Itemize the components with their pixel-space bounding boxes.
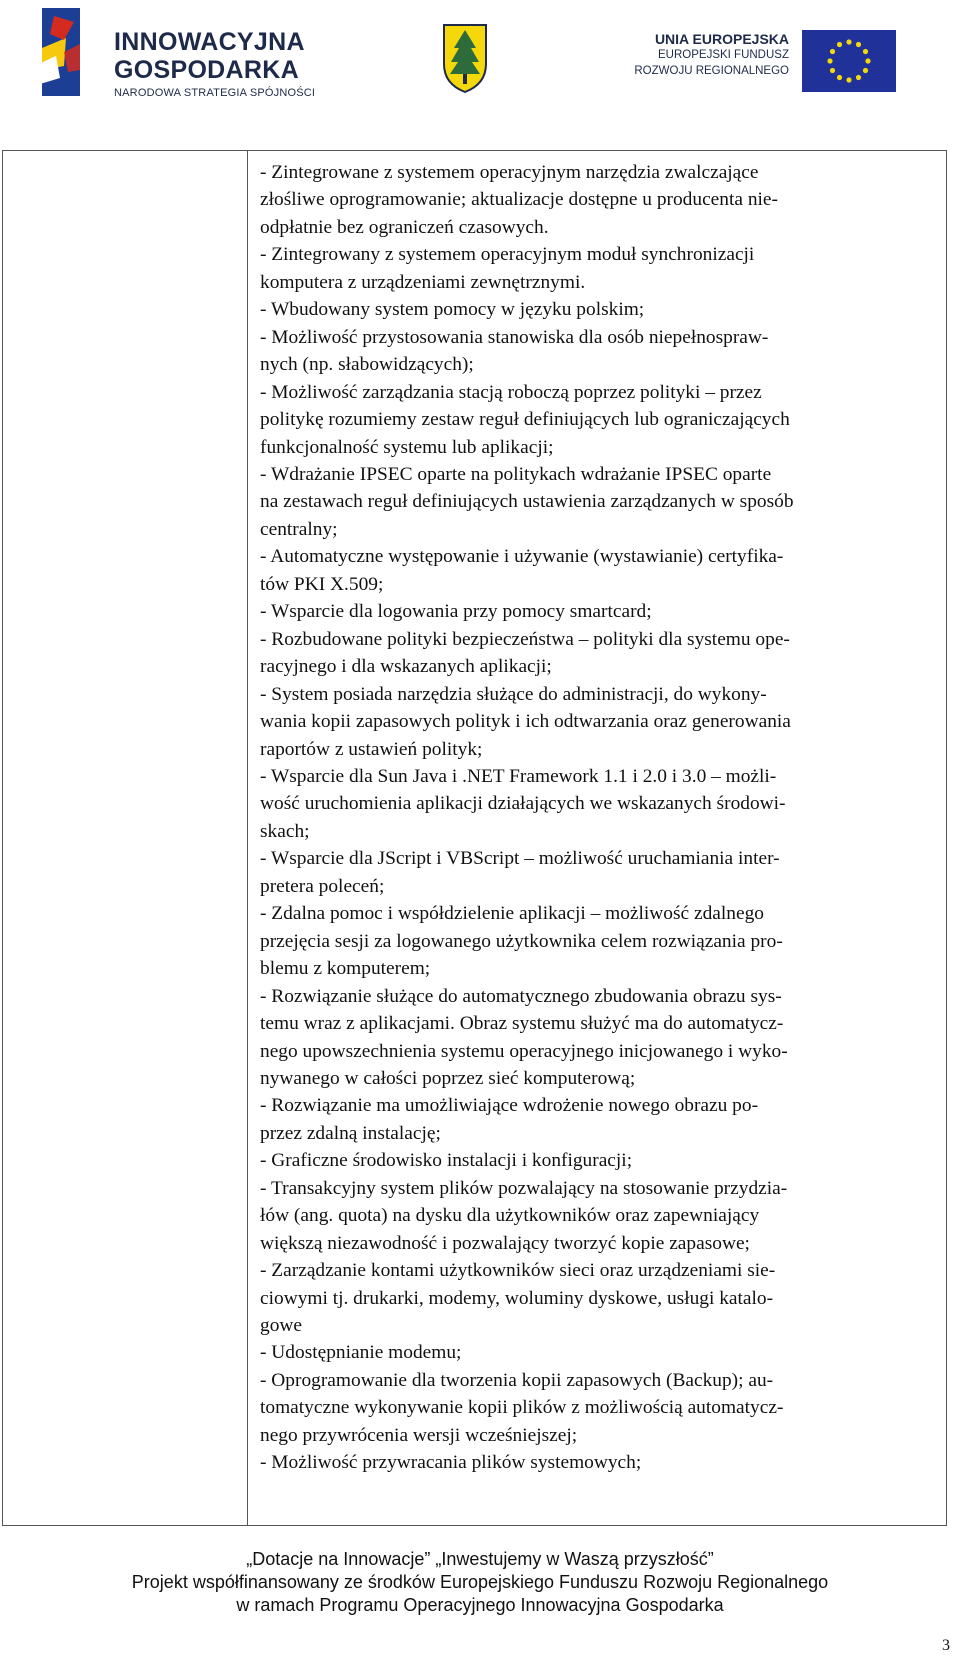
text-line: - Możliwość przywracania plików systemowych; xyxy=(260,1452,642,1474)
text-line: - Możliwość przystosowania stanowiska dla osób niepełnospraw- xyxy=(260,326,769,348)
text-line: wość uruchomienia aplikacji działających we wskazanych środowi- xyxy=(260,793,786,815)
text-line: - Zarządzanie kontami użytkowników sieci oraz urządzeniami sie- xyxy=(260,1260,776,1282)
ig-emblem-icon xyxy=(34,8,88,96)
eu-logo-line3: ROZWOJU REGIONALNEGO xyxy=(634,65,789,77)
text-line: skach; xyxy=(260,820,310,842)
text-line: przez zdalną instalację; xyxy=(260,1122,441,1144)
ig-logo-line2: GOSPODARKA xyxy=(114,56,299,84)
text-line: ciowymi tj. drukarki, modemy, woluminy dyskowe, usługi katalo- xyxy=(260,1287,774,1309)
text-line: - Możliwość zarządzania stacją roboczą poprzez polityki – przez xyxy=(260,381,762,403)
text-line: - Transakcyjny system plików pozwalający na stosowanie przydzia- xyxy=(260,1177,788,1199)
text-line: politykę rozumiemy zestaw reguł definiujących lub ograniczających xyxy=(260,409,790,431)
text-line: wania kopii zapasowych polityk i ich odtwarzania oraz generowania xyxy=(260,711,791,733)
eu-star-icon xyxy=(863,49,868,54)
text-line: - Rozwiązanie ma umożliwiające wdrożenie nowego obrazu po- xyxy=(260,1095,759,1117)
eu-star-icon xyxy=(856,75,861,80)
text-line: - Zintegrowane z systemem operacyjnym narzędzia zwalczające xyxy=(260,162,759,183)
text-line: tów PKI X.509; xyxy=(260,573,384,595)
eu-star-icon xyxy=(837,75,842,80)
text-line: - Wdrażanie IPSEC oparte na politykach wdrażanie IPSEC oparte xyxy=(260,463,772,485)
text-line: nego upowszechnienia systemu operacyjnego inicjowanego i wyko- xyxy=(260,1040,788,1062)
eu-star-icon xyxy=(865,58,870,63)
eu-logo-line2: EUROPEJSKI FUNDUSZ xyxy=(658,49,789,61)
text-line: racyjnego i dla wskazanych aplikacji; xyxy=(260,656,552,678)
page-number: 3 xyxy=(942,1637,950,1654)
text-line: nywanego w całości poprzez sieć komputerową; xyxy=(260,1067,636,1089)
text-line: złośliwe oprogramowanie; aktualizacje dostępne u producenta nie- xyxy=(260,189,778,211)
text-line: - Rozwiązanie służące do automatycznego zbudowania obrazu sys- xyxy=(260,985,782,1007)
tree-crest-icon xyxy=(440,22,490,94)
eu-star-icon xyxy=(837,42,842,47)
text-line: blemu z komputerem; xyxy=(260,958,431,980)
text-line: - Zdalna pomoc i współdzielenie aplikacji – możliwość zdalnego xyxy=(260,903,764,925)
text-line: - Wbudowany system pomocy w języku polskim; xyxy=(260,299,645,321)
text-line: nych (np. słabowidzących); xyxy=(260,354,474,376)
text-line: pretera poleceń; xyxy=(260,875,385,897)
footer-slogan: „Dotacje na Innowacje” „Inwestujemy w Waszą przyszłość” xyxy=(246,1549,714,1569)
text-line: - Udostępnianie modemu; xyxy=(260,1342,462,1364)
footer-cofinancing: Projekt współfinansowany ze środków Europejskiego Funduszu Rozwoju Regionalnego xyxy=(131,1572,829,1592)
ig-logo-line1: INNOWACYJNA xyxy=(114,28,305,56)
specification-table xyxy=(2,150,947,1526)
text-line: - Wsparcie dla logowania przy pomocy smartcard; xyxy=(260,601,652,623)
eu-star-icon xyxy=(863,68,868,73)
page-footer xyxy=(0,1548,960,1617)
eu-logo-line1: UNIA EUROPEJSKA xyxy=(654,31,789,47)
eu-star-icon xyxy=(846,77,851,82)
text-line: większą niezawodność i pozwalający tworzyć kopie zapasowe; xyxy=(260,1232,750,1254)
text-line: gowe xyxy=(260,1315,303,1337)
eu-logo xyxy=(620,30,896,96)
text-line: - Wsparcie dla JScript i VBScript – możliwość uruchamiania inter- xyxy=(260,848,780,870)
text-line: tomatyczne wykonywanie kopii plików z możliwością automatycz- xyxy=(260,1397,784,1419)
text-line: łów (ang. quota) na dysku dla użytkowników oraz zapewniający xyxy=(260,1205,760,1227)
text-line: - System posiada narzędzia służące do administracji, do wykony- xyxy=(260,683,767,705)
text-line: - Oprogramowanie dla tworzenia kopii zapasowych (Backup); au- xyxy=(260,1369,774,1391)
text-line: funkcjonalność systemu lub aplikacji; xyxy=(260,436,554,458)
eu-star-icon xyxy=(830,68,835,73)
text-line: raportów z ustawień polityk; xyxy=(260,738,483,760)
text-line: temu wraz z aplikacjami. Obraz systemu służyć ma do automatycz- xyxy=(260,1013,784,1035)
eu-star-icon xyxy=(830,49,835,54)
text-line: przejęcia sesji za logowanego użytkownika celem rozwiązania pro- xyxy=(260,930,783,952)
table-column-divider xyxy=(247,151,248,1525)
text-line: nego przywrócenia wersji wcześniejszej; xyxy=(260,1424,578,1446)
text-line: odpłatnie bez ograniczeń czasowych. xyxy=(260,216,549,238)
eu-star-icon xyxy=(856,42,861,47)
text-line: - Wsparcie dla Sun Java i .NET Framework 1.1 i 2.0 i 3.0 – możli- xyxy=(260,765,777,787)
footer-programme: w ramach Programu Operacyjnego Innowacyjna Gospodarka xyxy=(236,1595,724,1615)
text-line: - Automatyczne występowanie i używanie (wystawianie) certyfika- xyxy=(260,546,784,568)
ig-logo-line3: NARODOWA STRATEGIA SPÓJNOŚCI xyxy=(114,87,316,99)
eu-star-icon xyxy=(827,58,832,63)
requirements-cell xyxy=(260,159,936,1477)
text-line: - Graficzne środowisko instalacji i konfiguracji; xyxy=(260,1150,633,1172)
text-line: - Rozbudowane polityki bezpieczeństwa – polityki dla systemu ope- xyxy=(260,628,790,650)
text-line: centralny; xyxy=(260,518,338,540)
text-line: na zestawach reguł definiujących ustawienia zarządzanych w sposób xyxy=(260,491,794,513)
eu-flag-icon xyxy=(802,30,896,92)
text-line: - Zintegrowany z systemem operacyjnym moduł synchronizacji xyxy=(260,244,755,266)
text-line: komputera z urządzeniami zewnętrznymi. xyxy=(260,271,586,293)
eu-star-icon xyxy=(846,39,851,44)
innowacyjna-gospodarka-logo xyxy=(34,8,330,104)
